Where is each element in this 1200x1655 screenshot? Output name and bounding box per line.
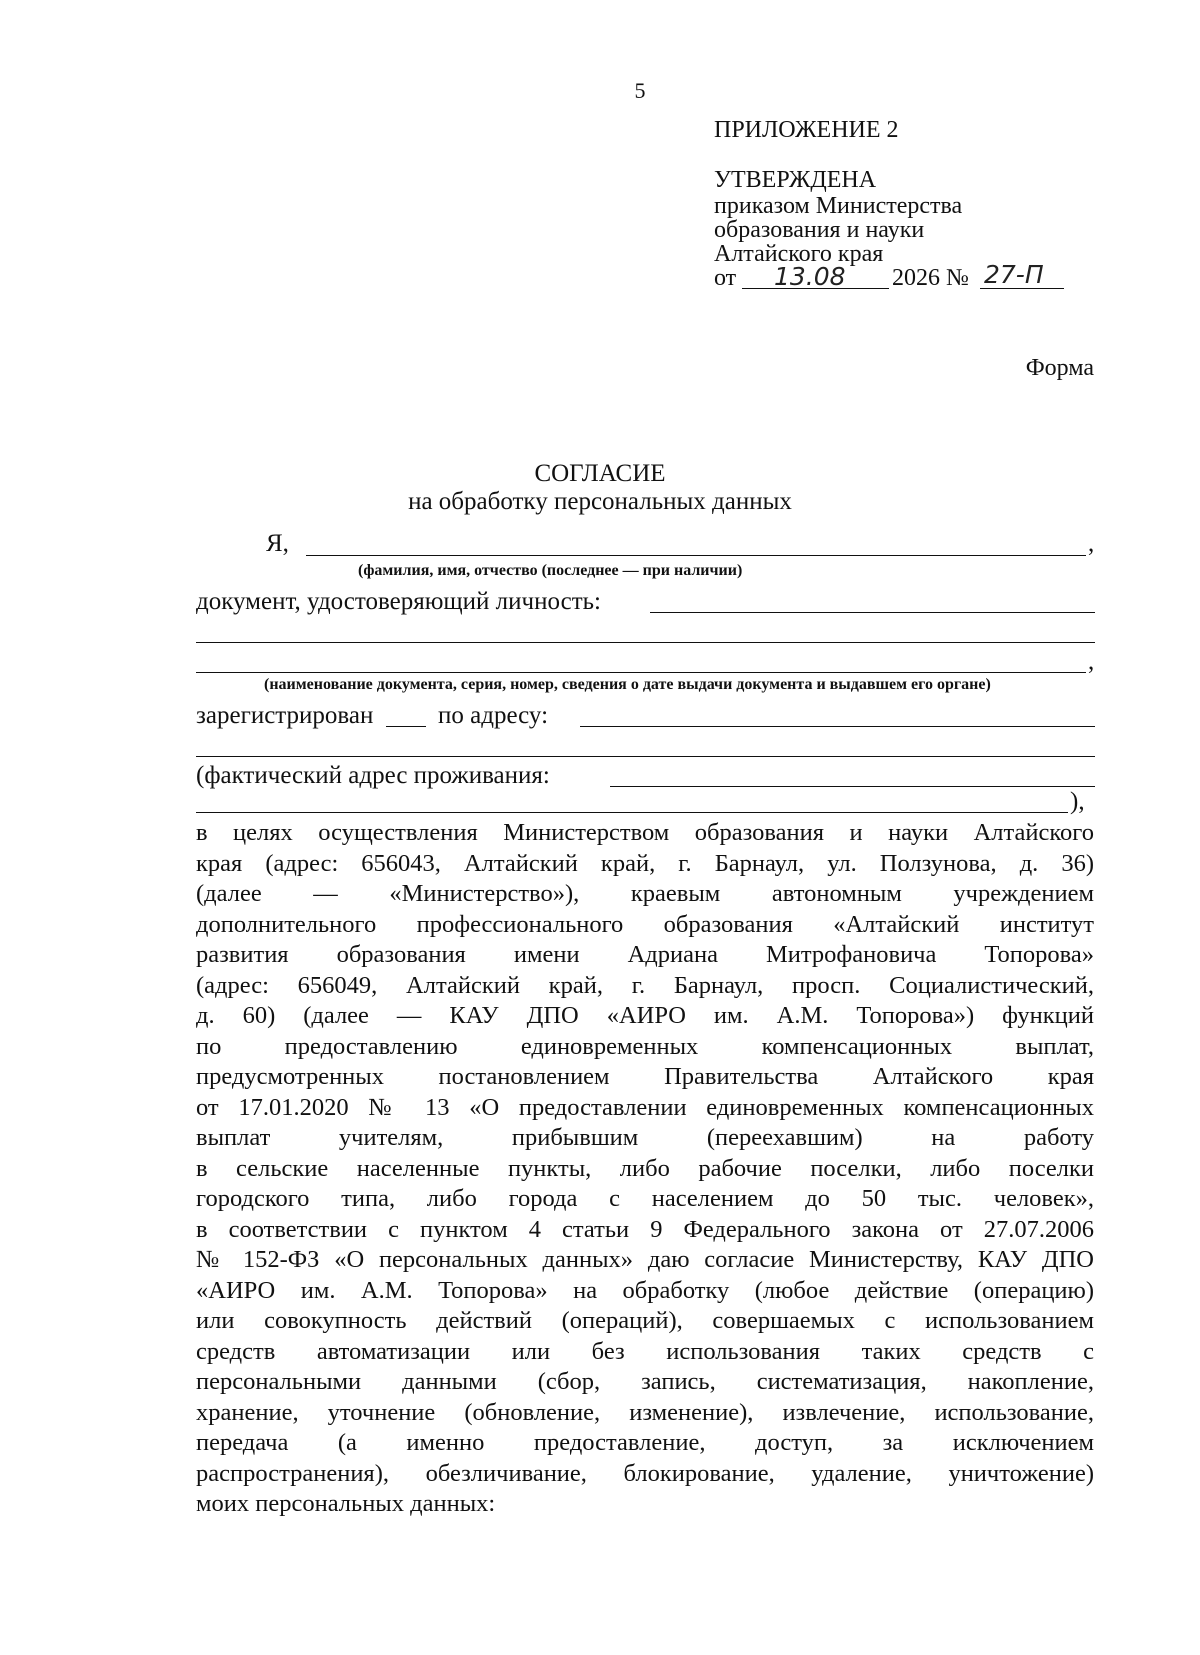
body-line: или совокупность действий (операций), совершаемых с использованием xyxy=(196,1307,1094,1334)
body-line: «АИРО им. А.М. Топорова» на обработку (любое действие (операцию) xyxy=(196,1276,1094,1304)
body-line: в сельские населенные пункты, либо рабочие поселки, либо поселки xyxy=(196,1154,1094,1182)
actual-address-field-1[interactable] xyxy=(610,786,1095,787)
body-line: моих персональных данных: xyxy=(196,1490,496,1517)
fullname-field[interactable] xyxy=(306,555,1086,556)
document-title: СОГЛАСИЕ xyxy=(534,460,666,487)
fullname-caption: (фамилия, имя, отчество (последнее — при наличии) xyxy=(358,562,743,579)
actual-address-field-2[interactable] xyxy=(196,812,1068,813)
body-line: средств автоматизации или без использования таких средств с xyxy=(196,1337,1094,1365)
body-line: предусмотренных постановлением Правительства Алтайского края xyxy=(196,1063,1094,1090)
id-document-label: документ, удостоверяющий личность: xyxy=(196,588,601,615)
body-line: персональными данными (сбор, запись, систематизация, накопление, xyxy=(196,1368,1094,1395)
address-label: по адресу: xyxy=(438,702,549,729)
id-document-field-2[interactable] xyxy=(196,642,1095,643)
registered-suffix-field[interactable] xyxy=(386,726,426,727)
body-line: по предоставлению единовременных компенсационных выплат, xyxy=(196,1032,1094,1060)
body-line: распространения), обезличивание, блокирование, удаление, уничтожение) xyxy=(196,1459,1094,1487)
registered-label: зарегистрирован xyxy=(196,702,374,729)
body-line: края (адрес: 656043, Алтайский край, г. Барнаул, ул. Ползунова, д. 36) xyxy=(196,849,1094,877)
body-line: (далее — «Министерство»), краевым автономным учреждением xyxy=(196,880,1094,907)
registered-address-field-2[interactable] xyxy=(196,756,1095,757)
consent-body-text xyxy=(196,818,1094,1520)
fullname-comma: , xyxy=(1088,530,1095,557)
order-line-2: образования и науки xyxy=(714,217,925,243)
registered-address-field-1[interactable] xyxy=(580,726,1095,727)
order-date-prefix: от xyxy=(714,265,737,291)
order-line-3: Алтайского края xyxy=(714,241,884,267)
body-line: от 17.01.2020 № 13 «О предоставлении единовременных компенсационных xyxy=(196,1093,1094,1121)
body-line: № 152-ФЗ «О персональных данных» даю согласие Министерству, КАУ ДПО xyxy=(196,1246,1094,1273)
body-line: хранение, уточнение (обновление, изменение), извлечение, использование, xyxy=(196,1398,1094,1426)
body-line: городского типа, либо города с населением до 50 тыс. человек», xyxy=(196,1185,1094,1212)
year-number-label: 2026 № xyxy=(892,265,969,291)
body-line: (адрес: 656049, Алтайский край, г. Барнаул, просп. Социалистический, xyxy=(196,971,1094,999)
id-document-field-1[interactable] xyxy=(650,612,1095,613)
body-line: дополнительного профессионального образования «Алтайский институт xyxy=(196,910,1094,938)
body-line: выплат учителям, прибывшим (переехавшим) на работу xyxy=(196,1124,1094,1151)
body-line: в целях осуществления Министерством образования и науки Алтайского xyxy=(196,819,1094,846)
handwritten-number: 27-П xyxy=(984,260,1044,289)
id-document-comma: , xyxy=(1088,648,1095,675)
order-line-1: приказом Министерства xyxy=(714,193,963,219)
id-document-caption: (наименование документа, серия, номер, сведения о дате выдачи документа и выдавшем его органе) xyxy=(264,676,991,693)
page-number: 5 xyxy=(634,78,646,103)
appendix-label: ПРИЛОЖЕНИЕ 2 xyxy=(714,117,899,143)
actual-address-close: ), xyxy=(1070,788,1085,815)
body-line: в соответствии с пунктом 4 статьи 9 Федерального закона от 27.07.2006 xyxy=(196,1215,1094,1243)
ya-label: Я, xyxy=(266,530,289,557)
document-subtitle: на обработку персональных данных xyxy=(408,488,792,515)
actual-address-label: (фактический адрес проживания: xyxy=(196,762,550,789)
handwritten-date: 13.08 xyxy=(774,262,846,291)
form-label: Форма xyxy=(1025,355,1094,381)
id-document-field-3[interactable] xyxy=(196,672,1086,673)
body-line: д. 60) (далее — КАУ ДПО «АИРО им. А.М. Топорова») функций xyxy=(196,1002,1094,1029)
approved-label: УТВЕРЖДЕНА xyxy=(714,167,877,193)
body-line: развития образования имени Адриана Митрофановича Топорова» xyxy=(196,941,1094,968)
body-line: передача (а именно предоставление, доступ, за исключением xyxy=(196,1429,1094,1456)
